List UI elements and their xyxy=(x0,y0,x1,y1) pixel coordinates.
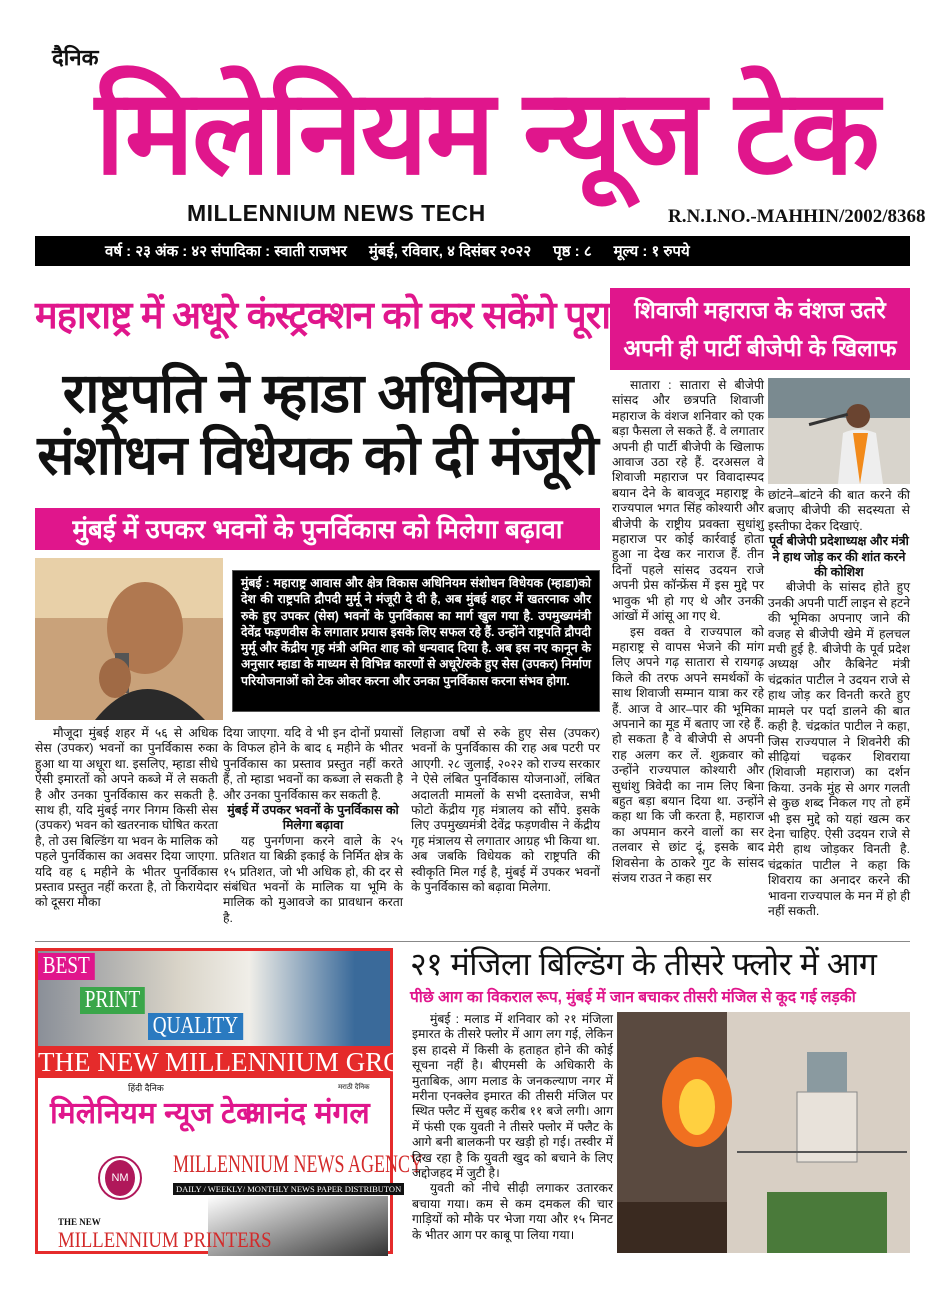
ad-agency-name: MILLENNIUM NEWS AGENCY xyxy=(173,1151,423,1178)
ad-paper-2: आनंद मंगल xyxy=(243,1097,370,1130)
issue-info-bar xyxy=(35,236,910,266)
lead-headline-line1: राष्ट्रपति ने म्हाडा अधिनियम xyxy=(62,362,573,424)
lead-photo xyxy=(35,558,223,720)
lead-subhead: मुंबई में उपकर भवनों के पुनर्विकास को मिलेगा बढ़ावा xyxy=(35,508,600,550)
lead-intro-box: मुंबई : महाराष्ट्र आवास और क्षेत्र विकास अधिनियम संशोधन विधेयक (म्हाडा)को देश की राष्ट्रपति द्रौपदी मुर्मू ने मंजूरी दे दी है, अब मुंबई शहर में खतरनाक और रुके हुए उपकर (सेस) भवनों के पुनर्विकास का मार्ग खुल गया है. उपमुख्यमंत्री देवेंद्र फड़णवीस के लगातार प्रयास इसके लिए सफल रहे हैं. उन्होंने राष्ट्रपति द्रौपदी मुर्मू और केंद्रीय गृह मंत्री अमित शाह को धन्यवाद दिया है. अब इस नए कानून के अनुसार म्हाडा के माध्यम से विभिन्न कारणों से अधूरे/रुके हुए सेस (उपकर) निर्माण परियोजनाओं को टेक ओवर करना और उनका पुनर्विकास करना संभव होगा. xyxy=(232,570,600,712)
fire-para-2: युवती को नीचे सीढ़ी लगाकर उतारकर बचाया गया। कम से कम दमकल की चार गाड़ियों को मौके पर भेजा गया और १५ मिनट के भीतर आग पर काबू पा लिया गया। xyxy=(412,1181,613,1242)
shivaji-headline xyxy=(610,288,910,370)
fire-article xyxy=(412,1012,613,1254)
lead-col3-text: लिहाजा वर्षों से रुके हुए सेस (उपकर) भवनों के पुनर्विकास की राह अब पटरी पर आएगी. २८ जुलाई, २०२२ को राज्य सरकार ने ऐसे लंबित पुनर्विकास योजनाओं, लंबित अदालती मामलों के सभी दस्तावेज, सभी फोटो केंद्रीय गृह मंत्रालय को सौंपे. इसके लिए उपमुख्यमंत्री देवेंद्र फड़णवीस ने केंद्रीय गृह मंत्रालय से लगातार आग्रह भी किया था. अब जबकि विधेयक को राष्ट्रपति की स्वीकृति मिल गई है, मुंबई में उपकर भवनों के पुनर्विकास को बढ़ावा मिलेगा. xyxy=(411,726,600,895)
lead-col2-subhead: मुंबई में उपकर भवनों के पुनर्विकास को मिलेगा बढ़ावा xyxy=(227,803,399,833)
lead-col2-text-a: दिया जाएगा. यदि वे भी इन दोनों प्रयासों के विफल होने के बाद ६ महीने के भीतर पुनर्विकास का प्रस्ताव प्रस्तुत नहीं करते हैं, तो म्हाडा भवनों का कब्जा ले सकती है और उनका पुनर्विकास कर सकती है. xyxy=(223,726,403,802)
shivaji-col2-subhead: पूर्व बीजेपी प्रदेशाध्यक्ष और मंत्री ने हाथ जोड़ कर की शांत करने की कोशिश xyxy=(769,534,909,580)
lead-column-1 xyxy=(35,726,218,936)
shivaji-headline-line1: शिवाजी महाराज के वंशज उतरे xyxy=(634,297,886,323)
ad-group-name: THE NEW MILLENNIUM GROUP xyxy=(38,1047,438,1077)
lead-column-2 xyxy=(223,726,403,936)
logo-monogram: NM xyxy=(105,1160,135,1196)
page-number: पृष्ठ : ८ xyxy=(553,243,592,260)
fire-headline: २१ मंजिला बिल्डिंग के तीसरे फ्लोर में आग xyxy=(410,946,877,982)
ad-tag-print: PRINT xyxy=(80,987,145,1014)
shivaji-column-1 xyxy=(612,378,764,938)
person-speaking-image xyxy=(35,558,223,720)
issue-editor: वर्ष : २३ अंक : ४२ संपादिका : स्वाती राजभर xyxy=(105,243,347,260)
ad-printers-prefix: THE NEW xyxy=(58,1217,101,1227)
dateline: मुंबई, रविवार, ४ दिसंबर २०२२ xyxy=(368,243,532,260)
shivaji-col2-text-b: बीजेपी के सांसद होते हुए उनकी अपनी पार्टी लाइन से हटने की भूमिका अपनाए जाने की वजह से बीजेपी खेमे में हलचल मची हुई है. बीजेपी के पूर्व प्रदेश अध्यक्ष और कैबिनेट मंत्री चंद्रकांत पाटील ने उदयन राजे से हाथ जोड़ कर विनती करते हुए मामले पर पर्दा डालने की बात कही है. चंद्रकांत पाटील ने कहा, जिस राज्यपाल ने शिवनेरी की सीढ़ियां चढ़कर शिवराया (शिवाजी महाराज) का दर्शन किया. उनके मुंह से अगर गलती से कुछ शब्द निकल गए तो हमें भी इस मुद्दे को यहां खत्म कर देना चाहिए. ऐसी उदयन राजे से मेरी हाथ जोड़कर विनती है. चंद्रकांत पाटील ने कहा कि शिवराय का अनादर करने की भावना राज्यपाल के मन में हो ही नहीं सकती. xyxy=(768,580,910,918)
ad-hindi-daily-label: हिंदी दैनिक xyxy=(128,1083,164,1093)
daily-label: दैनिक xyxy=(52,45,99,70)
shivaji-headline-line2: अपनी ही पार्टी बीजेपी के खिलाफ xyxy=(623,335,897,361)
lead-col2-text-b: यह पुनर्गणना करने वाले के २५ प्रतिशत या बिक्री इकाई के निर्मित क्षेत्र के १५ प्रतिशत, जो भी अधिक हो, की दर से संबंधित भवनों के मालिक या भूमि के मालिक को मुआवजे का प्रावधान करता है. xyxy=(223,833,403,925)
shivaji-column-2 xyxy=(768,488,910,938)
shivaji-col1-text-a: सातारा : सातारा से बीजेपी सांसद और छत्रपति शिवाजी महाराज के वंशज शनिवार को एक बड़ा फैसला ले सकते हैं. वे लगातार अपनी ही पार्टी बीजेपी के खिलाफ आवाज उठा रहे हैं. दरअसल वे शिवाजी महाराज पर विवादास्पद बयान देने के बावजूद महाराष्ट्र के राज्यपाल भगत सिंह कोश्यारी और बीजेपी के राष्ट्रीय प्रवक्ता सुधांशु महाराज पर कोई कार्रवाई होता हुआ ना देख कर नाराज हैं. तीन दिनों पहले सांसद उदयन राजे अपनी प्रेस कॉन्फ्रेंस में इस मुद्दे पर भावुक भी हो गए थे और उनकी आंखों में आंसू आ गए थे. xyxy=(612,378,764,624)
english-title: MILLENNIUM NEWS TECH xyxy=(187,200,486,226)
ad-tag-quality: QUALITY xyxy=(148,1013,243,1040)
lead-kicker: महाराष्ट्र में अधूरे कंस्ट्रक्शन को कर सकेंगे पूरा xyxy=(35,295,611,337)
fire-para-1: मुंबई : मलाड में शनिवार को २१ मंजिला इमारत के तीसरे फ्लोर में आग लग गई, लेकिन इस हादसे में किसी के हताहत होने की कोई सूचना नहीं है। बीएमसी के अधिकारी के मुताबिक, आग मलाड के जनकल्याण नगर में मरीना एनक्लेव इमारत की तीसरी मंजिल पर स्थित फ्लैट में सुबह करीब ११ बजे लगी। आग में फंसी एक युवती ने तीसरे फ्लोर में फ्लैट के आगे बनी बालकनी पर खड़ी हो गई। तस्वीर में दिख रहा है कि युवती खुद को बचाने के लिए जद्दोजहद में जुटी है। xyxy=(412,1012,613,1181)
shivaji-photo xyxy=(768,378,910,484)
masthead-title: मिलेनियम न्यूज टेक xyxy=(95,67,878,199)
shivaji-col1-text-b: इस वक्त वे राज्यपाल को महाराष्ट्र से वापस भेजने की मांग लिए अपने गढ़ सातारा से रायगढ़ किले की तरफ अपने समर्थकों के साथ शिवाजी सम्मान यात्रा कर रहे हैं. आज वे आर–पार की भूमिका अपनाने का मूड में बताए जा रहे हैं. हो सकता है वे बीजेपी से अपनी राह अलग कर लें. शुक्रवार को उन्होंने राज्यपाल कोश्यारी और सुधांशु त्रिवेदी का नाम लिए बिना बहुत बड़ा बयान दिया था. उन्होंने कहा था कि जी करता है, महाराज का अपमान करने वालों का सर तलवार से छांट दूं, इसके बाद शिवसेना के ठाकरे गुट के सांसद संजय राउत ने कहा सर xyxy=(612,624,764,885)
ad-tag-best: BEST xyxy=(38,953,95,980)
fire-photo xyxy=(617,1012,910,1253)
ad-agency-tagline: DAILY / WEEKLY/ MONTHLY NEWS PAPER DISTRIBUTON xyxy=(173,1183,404,1195)
lead-col1-text: मौजूदा मुंबई शहर में ५६ से अधिक सेस (उपकर) भवनों का पुनर्विकास रुका हुआ था या अधूरा था. इसलिए, म्हाडा सीधे ऐसी इमारतों को अपने कब्जे में ले सकती है और उनका पुनर्विकास कर सकती है. साथ ही, यदि मुंबई नगर निगम किसी सेस (उपकर) भवन को खतरनाक घोषित करता है, तो उस बिल्डिंग या भवन के मालिक को पहले पुनर्विकास का अवसर दिया जाएगा. यदि वह ६ महीने के भीतर पुनर्विकास प्रस्ताव प्रस्तुत नहीं करता है, तो किरायेदार को दूसरा मौका xyxy=(35,726,218,910)
ad-paper-1: मिलेनियम न्यूज टेक xyxy=(50,1097,260,1130)
politician-speaking-image xyxy=(768,378,910,484)
building-fire-image xyxy=(617,1012,910,1253)
lead-headline xyxy=(35,362,600,486)
ad-printers-name: MILLENNIUM PRINTERS xyxy=(58,1227,272,1252)
advertisement xyxy=(35,948,438,1254)
ad-marathi-daily-label: मराठी दैनिक xyxy=(338,1084,370,1091)
printers-logo xyxy=(98,1156,142,1200)
fire-subhead: पीछे आग का विकराल रूप, मुंबई में जान बचाकर तीसरी मंजिल से कूद गई लड़की xyxy=(410,989,856,1006)
shivaji-col2-text-a: छांटने–बांटने की बात करने की बजाए बीजेपी की सदस्यता से इस्तीफा देकर दिखाएं. xyxy=(768,488,910,533)
price: मूल्य : १ रुपये xyxy=(613,243,690,260)
lead-headline-line2: संशोधन विधेयक को दी मंजूरी xyxy=(37,424,598,486)
lead-column-3 xyxy=(411,726,600,936)
rni-number: R.N.I.NO.-MAHHIN/2002/8368 xyxy=(668,206,926,227)
